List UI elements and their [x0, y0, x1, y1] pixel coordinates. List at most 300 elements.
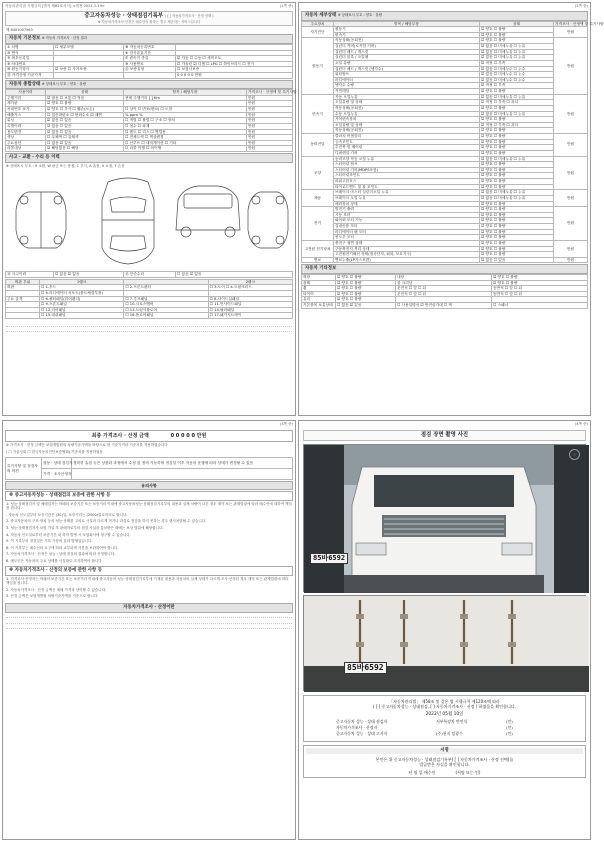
detail-state: ☑ 양호 ☐ 불량	[480, 134, 554, 140]
other-info-row-cell: ☑ 양호 ☐ 불량	[336, 286, 396, 292]
final-price-ref: ( ☐ 기술사회 ☐ 한국자동차진단보증협회) 기준서를 적용하였음	[6, 449, 103, 454]
accident-history-table	[5, 271, 293, 278]
basic-info-row-cell: 0 0 0 0 0 만원	[176, 73, 293, 79]
status-row-cell: 계기판	[6, 101, 46, 107]
column-header: 항목 / 해당부품	[124, 90, 247, 96]
basic-info-row-cell: ⑤ 최초등록일	[6, 56, 54, 62]
detail-group-label: 자기진단	[302, 27, 334, 38]
basic-info-row-cell: ☐ 세무모델	[54, 44, 124, 50]
detail-state: ☑ 양호 ☐ 불량	[480, 162, 554, 168]
detail-state: ☑ 양호 ☐ 불량	[480, 173, 554, 179]
status-row-cell: 용도변경	[6, 129, 46, 135]
detail-state: ☑ 양호 ☐ 불량	[480, 246, 554, 252]
detail-state: ☑ 양호 ☐ 불량	[480, 167, 554, 173]
other-info-row-cell: ☑ 양호 ☐ 불량	[336, 291, 396, 297]
detail-item: 스티어링 펌프	[334, 162, 480, 168]
detail-state: ☑ 적정 ☐ 부족 ☐ 과다	[480, 100, 554, 106]
other-info-row-cell: ☐ 사용설명서 ☑ 안전삼각대 ☐ 잭	[396, 303, 492, 309]
accident-note: ※ 상태표시 부호 : X 교환, W 판금 또는 용접, C 부식, A 흠집, U 요철, T 손상	[6, 163, 125, 168]
basic-info-row-cell: ⑪ 보증유형	[124, 67, 176, 73]
accident-row-cell: ☐ 있음 ☑ 없음	[54, 272, 124, 278]
basic-info-row-cell: ☐ 가솔린 ☑ 디젤 ☐ LPG ☐ 하이브리드 ☐ 전기	[176, 61, 293, 67]
other-info-row-cell: 운전석 ☐ 앞 ☐ 뒤	[396, 291, 492, 297]
detail-price: 만원	[554, 207, 588, 241]
other-info-table	[301, 274, 588, 309]
final-price-note: ※ 가격조사 · 산정 금액은 보험개발원의 차량기준가액을 바탕으로 한 기준가격과 기준서를 적용하였습니다	[6, 443, 168, 448]
special-notes-text: 경미한 흠집 등은 상품화 과정에서 수정 및 정비 가능하며 점검일 이후 자동차 운행에 따라 상태가 변경될 수 있음	[72, 458, 293, 469]
column-header: 상태	[480, 21, 554, 27]
receipt-line-2: 발급받은 사실을 확인합니다.	[419, 761, 470, 767]
detail-state: ☑ 양호 ☐ 불량	[480, 212, 554, 218]
basic-info-row-cell: ① 차명	[6, 44, 54, 50]
parts-row-cell: ☐ 17.패키지트레이	[208, 313, 292, 319]
detail-item: 배력장치 상태	[334, 201, 480, 207]
status-row	[6, 107, 293, 113]
status-row-cell: 만원	[247, 118, 293, 124]
basic-info-row-cell	[124, 73, 176, 79]
detail-price: 만원	[554, 257, 588, 263]
other-info-row-cell: 내장	[396, 274, 492, 280]
detail-item: 오일 유량	[334, 60, 480, 66]
accident-row-cell: ☐ 있음 ☑ 없음	[176, 272, 293, 278]
parts-table	[5, 279, 293, 319]
page-1	[2, 2, 296, 416]
notice-item: 2. 자동차가격조사 · 산정 금액은 매매 가격과 상이할 수 있습니다.	[6, 587, 107, 592]
notice-item: - 자동차 인도일부터 보증기간은 (30)일, 보증거리는 (2000)킬로미터로 합니다.	[6, 512, 128, 517]
detail-state: ☑ 양호 ☐ 불량	[480, 240, 554, 246]
receipt-box	[303, 745, 586, 778]
detail-item: 라디에이터	[334, 77, 480, 83]
inspection-photo-front	[303, 444, 586, 592]
accident-row-cell: ⑭ 사고이력	[6, 272, 54, 278]
status-row-cell: ☑ 해당없음 ☐ 해당	[46, 146, 124, 152]
basic-info-row-cell: ④ 검사유효기간	[124, 50, 176, 56]
detail-item: 동력조향 작동 오일 누유	[334, 156, 480, 162]
car-side-right-icon	[248, 192, 288, 248]
detail-group-label: 동력전달	[302, 134, 334, 157]
status-row-cell: ☐ 선루프 ☐ 내비게이션 ☐ 기타	[124, 140, 247, 146]
other-info-row-cell: 동반석 ☐ 앞 ☐ 뒤	[492, 286, 588, 292]
detail-state: ☑ 양호 ☐ 불량	[480, 252, 554, 258]
status-row-cell: ☐ 렌트 ☐ 리스 ☐ 영업용	[124, 129, 247, 135]
other-info-row-cell: ☑ 양호 ☐ 불량	[336, 280, 396, 286]
signer-seal-mark: (인)	[506, 731, 513, 737]
detail-item: 타이로드엔드 및 볼 조인트	[334, 184, 480, 190]
status-row-cell: ☐ 리콜 이행 ☐ 미이행	[124, 146, 247, 152]
notice-item: 7. 자동차가격조사 · 산정은 성능 · 상태 점검의 결과에 따라 산정합니다.	[6, 552, 116, 557]
other-info-row-cell: 휠	[302, 286, 336, 292]
detail-item: 브레이크 오일 누유	[334, 195, 480, 201]
detail-state: ☑ 양호 ☐ 불량	[480, 218, 554, 224]
receipt-sign: (서명 또는 인)	[455, 769, 481, 775]
status-row-cell: 리콜대상	[6, 146, 46, 152]
basic-info-row-cell: ⑫ 가격산정 기준가격	[6, 73, 54, 79]
detail-item: 실린더 블록 / 오일팬	[334, 55, 480, 61]
status-row-cell: ☐ 상이 ☐ 변조(변타) ☐ 도말	[124, 107, 247, 113]
parts-row-cell: 외판	[6, 285, 40, 291]
notice-item: 6. 이 기록부는 매수인의 요구에 따라 교부되며 사본을 보관하여야 합니다.	[6, 545, 119, 550]
signer-role: 중고자동차 성능 · 상태 고지자	[336, 731, 388, 737]
final-price-label: 최종 가격조사 · 산정 금액	[91, 433, 149, 439]
detail-group-label: 변속기	[302, 94, 334, 133]
car-front-view-icon	[176, 186, 240, 237]
special-notes-table	[5, 457, 293, 480]
detail-state: ☑ 없음 ☐ 미세누유 ☐ 누유	[480, 94, 554, 100]
license-plate-2: 85바6592	[344, 662, 387, 674]
detail-item: 원동기	[334, 27, 480, 33]
final-price-amount: 0 0 0 0 0 만원	[170, 433, 207, 439]
accident-header: 사고 · 교환 · 수리 등 이력	[5, 153, 293, 163]
detail-state: ☑ 양호 ☐ 불량	[480, 139, 554, 145]
detail-row	[302, 257, 588, 263]
validity-header: 유의사항	[5, 481, 293, 490]
page-number: (1쪽 중)	[279, 4, 293, 8]
car-side-left-icon	[16, 192, 66, 248]
basic-info-row-cell: ☑ 자동 ☐ 수동 ☐ 세미오토	[176, 56, 293, 62]
detail-state: ☑ 없음 ☐ 미세누유 ☐ 누유	[480, 111, 554, 117]
signer-role: 중고자동차 성능 · 상태 점검자	[336, 719, 388, 725]
parts-row-cell: ☐ 3.도어 ☐ 4.트렁크리드	[208, 285, 292, 291]
parts-row-cell: ☐ 15.대쉬패널	[40, 313, 124, 319]
detail-group-label: 연료	[302, 257, 334, 263]
notice-item: 2. 중고자동차의 구조·장치 등의 성능·상태를 고의로 사실과 다르게 적거나 과실로 점검을 하지 못하는 경우 형사처벌될 수 있습니다.	[6, 519, 207, 524]
status-row-cell: 주행거리	[6, 95, 46, 101]
basic-info-row-cell: ⑩ 원동기형식	[6, 67, 54, 73]
parts-row-cell: 주요 골격	[6, 296, 40, 302]
detail-state: ☑ 없음 ☐ 미세누유 ☐ 누유	[480, 156, 554, 162]
seal-stamp: 印	[569, 449, 580, 460]
detail-group-label: 제동	[302, 190, 334, 207]
status-row-cell: 만원	[247, 135, 293, 141]
detail-item: 파워고압호스	[334, 179, 480, 185]
status-row-cell: 배출가스	[6, 112, 46, 118]
column-header: 1랭크	[40, 279, 124, 285]
status-row-cell: ☐ 무채색 ☐ 유채색	[46, 135, 124, 141]
other-info-row-cell: 룸 크리닝	[396, 280, 492, 286]
parts-row-cell: ☐ 13.트렁크플로어	[124, 307, 208, 313]
detail-state: ☑ 없음 ☐ 미세누유 ☐ 누유	[480, 55, 554, 61]
signer-role: 자동차가격조사 · 산정자	[336, 725, 378, 731]
status-row-cell: ☑ 없음 ☐ 있음	[46, 129, 124, 135]
detail-status-header: 자동차 세부상태 ※ 상태표시 부호 : 양호 · 불량	[301, 11, 588, 21]
other-info-row-cell: ☑ 양호 ☐ 불량	[336, 274, 396, 280]
detail-item: 기어변속장치	[334, 117, 480, 123]
detail-price: 만원	[554, 38, 588, 94]
parts-row-cell: ☐ 11.인사이드패널	[208, 302, 292, 308]
detail-state: ☑ 없음 ☐ 미세누유 ☐ 누유	[480, 190, 554, 196]
detail-item: 오일유량 및 상태	[334, 100, 480, 106]
title-subtitle: ※ 자동차가격조사·산정은 매수인이 원하는 경우 제공하는 서비스입니다	[97, 19, 201, 24]
column-header: 사용이력	[6, 90, 46, 96]
detail-item: 고전원전기배선 상태(접속단자, 피복, 보호기구)	[334, 252, 480, 258]
status-row	[6, 129, 293, 135]
detail-state: ☑ 양호 ☐ 불량	[480, 207, 554, 213]
other-info-row-cell: 동반석 ☐ 앞 ☐ 뒤	[492, 291, 588, 297]
detail-item: 수동 오일누유	[334, 111, 480, 117]
detail-item: 발전기 출력	[334, 207, 480, 213]
detail-item: 오일유량 및 상태	[334, 122, 480, 128]
detail-item: 등속조인트	[334, 139, 480, 145]
basic-info-table	[5, 44, 293, 79]
other-info-header: 자동차 기타정보	[301, 264, 588, 274]
other-info-row-cell: 유리	[302, 297, 336, 303]
basic-info-row-cell: ☐ 보험사보증	[176, 67, 293, 73]
page-number: (3쪽 중)	[279, 422, 293, 426]
detail-state: ☑ 양호 ☐ 불량	[480, 224, 554, 230]
notice-item: 1. 성능·상태점검자 및 매매업자는 아래의 보증기간 또는 보증거리 이내에 중고자동차성능·상태점검기록부의 내용과 실제 차량이 다른 경우 계약 또는 관계법령에 따라 매수인에 대하여 책임을 집니다.	[6, 501, 292, 511]
page-4	[298, 420, 591, 840]
notice-header: ※ 중고자동차성능 · 상태점검의 보증에 관한 사항 등	[5, 491, 293, 501]
detail-item: 스티어링조인트	[334, 173, 480, 179]
detail-state: ☑ 양호 ☐ 불량	[480, 201, 554, 207]
other-info-row-cell: ☑ 양호 ☐ 불량	[492, 274, 588, 280]
status-row-cell: 특별이력	[6, 123, 46, 129]
detail-item: 실린더 커버(로커암 커버)	[334, 44, 480, 50]
detail-item: 윈도우 모터	[334, 235, 480, 241]
other-info-row-cell: ☑ 양호 ☐ 불량	[492, 280, 588, 286]
detail-price: 만원	[554, 190, 588, 207]
status-row	[6, 118, 293, 124]
detail-state: ☑ 양호 ☐ 불량	[480, 235, 554, 241]
status-row-cell: ☐ 전체도색 ☐ 색상변경	[124, 135, 247, 141]
parts-row-cell: ☐ 1.후드	[40, 285, 124, 291]
detail-group-label: 조향	[302, 156, 334, 190]
detail-item: 커먼레일	[334, 89, 480, 95]
detail-item: 구동축전지 격리 상태	[334, 246, 480, 252]
other-info-row-cell: 외장	[302, 274, 336, 280]
other-info-row-cell: ☐ 스패너	[492, 303, 588, 309]
notice-item: 8. 매도인은 자동차의 주요 상태를 사실대로 고지하여야 합니다.	[6, 558, 103, 563]
detail-state: ☑ 없음 ☐ 미세누유 ☐ 누유	[480, 49, 554, 55]
detail-state: ☑ 적정 ☐ 부족 ☐ 과다	[480, 122, 554, 128]
basic-info-row-cell: ⑨ 사용연료	[124, 61, 176, 67]
parts-row-cell: ☐ 8.사이드실패널	[208, 296, 292, 302]
overall-status-header: 자동차 종합상태 ※ 상태표시 부호 : 양호 · 불량	[5, 80, 293, 90]
detail-price: 만원	[554, 156, 588, 190]
detail-state: ☑ 양호 ☐ 불량	[480, 150, 554, 156]
parts-row-cell: ☐ 14.필러패널	[208, 307, 292, 313]
final-price-box	[5, 430, 293, 442]
detail-state: ☑ 없음 ☐ 미세누수 ☐ 누수	[480, 66, 554, 72]
status-row-cell: ☑ 많음 ☐ 보통 ☐ 적음	[46, 95, 124, 101]
basic-info-header: 자동차 기본정보 ※ 자동차 가격조사 · 산정 결과	[5, 34, 293, 44]
title-options: ( [ ] 자동차가격조사 · 산정 선택 )	[165, 14, 214, 18]
inspector-label: 성능 · 상태 점검자	[42, 458, 72, 469]
detail-item: 냉각수 수량	[334, 83, 480, 89]
status-row-cell: 만원	[247, 123, 293, 129]
parts-row-cell: ☐ 12.리어패널	[40, 307, 124, 313]
detail-item: 스티어링 기어(MDPS포함)	[334, 167, 480, 173]
column-header: 2랭크	[208, 279, 292, 285]
parts-row	[6, 285, 293, 291]
column-header: 항목 / 해당부품	[334, 21, 480, 27]
parts-row-cell: ☐ 6.쿼터패널(리어펜더)	[40, 296, 124, 302]
notice2-header: ※ 자동차가격조사 · 산정의 보증에 관한 사항 등	[5, 566, 293, 576]
status-row-cell: 만원	[247, 101, 293, 107]
form-top-label: 자동차관리법 시행규칙 [별지 제82호서식] <개정 2021.1.19>	[5, 4, 105, 8]
detail-item: 실린더 헤드 / 개스킷 (냉각수)	[334, 66, 480, 72]
status-row-cell: 색상	[6, 135, 46, 141]
detail-state: ☑ 양호 ☐ 불량	[480, 32, 554, 38]
basic-info-row-cell	[54, 73, 124, 79]
detail-state: ☑ 적정 ☐ 부족	[480, 83, 554, 89]
detail-state: ☑ 양호 ☐ 불량	[480, 27, 554, 33]
detail-state: ☑ 양호 ☐ 불량	[480, 89, 554, 95]
detail-item: 실내송풍 모터	[334, 224, 480, 230]
detail-item: 충전구 절연 상태	[334, 240, 480, 246]
statement-line-2: ( [ ] 중고자동차성능 · 상태점검, [ ] 자동차가격조사 · 산정 ) 하였음을 확인합니다.	[372, 703, 517, 709]
detail-item: 라디에이터 팬 모터	[334, 229, 480, 235]
column-header: 가격조사 · 산정액 및 특기사항	[248, 90, 297, 95]
detail-state: ☑ 양호 ☐ 불량	[480, 38, 554, 44]
basic-info-row	[6, 73, 293, 79]
parts-row-cell: ☐ 9.프론트패널	[40, 302, 124, 308]
detail-state: ☑ 양호 ☐ 불량	[480, 105, 554, 111]
signer-list	[308, 720, 581, 738]
accident-row-cell: ⑮ 단순수리	[124, 272, 176, 278]
detail-item: 작동상태(공회전)	[334, 38, 480, 44]
statement-line-1: 「자동차관리법」 제58조 및 같은 법 시행규칙 제120조에 따라	[389, 698, 500, 704]
detail-state: ☑ 양호 ☐ 불량	[480, 128, 554, 134]
detail-item: 와이퍼 모터 기능	[334, 218, 480, 224]
status-row-cell: ☐ 침수 ☐ 화재	[124, 123, 247, 129]
detail-item: 클러치 어셈블리	[334, 134, 480, 140]
status-row-cell: 만원	[247, 107, 293, 113]
car-damage-diagram	[8, 170, 292, 270]
title-text: 중고자동차성능 · 상태점검기록부	[84, 13, 164, 19]
detail-item: 작동상태(공회전)	[334, 128, 480, 134]
detail-item: 추진축 및 베어링	[334, 145, 480, 151]
other-info-row-cell: 타이어	[302, 291, 336, 297]
status-row	[6, 135, 293, 141]
parts-row	[6, 313, 293, 319]
detail-price: 만원	[554, 134, 588, 157]
detail-group-label: 원동기	[302, 38, 334, 94]
status-row-cell: ☑ 양호 ☐ 부식 ☐ 훼손(오손)	[46, 107, 124, 113]
page-number: (4쪽 중)	[574, 422, 588, 426]
other-info-row-cell: 기본품목 보유상태	[302, 303, 336, 309]
basic-info-row-cell: ☑ 보증 ☐ 자가보증	[54, 67, 124, 73]
overall-status-table	[5, 89, 297, 152]
parts-row-cell: ☐ 10.크로스멤버	[124, 302, 208, 308]
status-row-cell: ☐ 적법 ☐ 불법 ☐ 구조 ☐ 장치	[124, 118, 247, 124]
car-top-view-icon	[102, 178, 154, 264]
signer-row	[308, 732, 581, 738]
detail-item: 자동 오일누유	[334, 94, 480, 100]
status-row-cell: 현재 주행거리 [ ] Km	[124, 95, 247, 101]
detail-price: 만원	[554, 94, 588, 133]
other-info-row-cell: ☐ 없음 ☑ 있음	[336, 303, 396, 309]
detail-status-table	[301, 21, 604, 264]
notice-item: 3. 산정 금액은 보험개발원 차량기준가액을 기준으로 합니다.	[6, 594, 99, 599]
detail-item: 디퍼렌셜 기어	[334, 150, 480, 156]
special-notes-label: 특기사항 및 점검자의 의견	[6, 458, 42, 480]
status-row-cell: 튜닝	[6, 118, 46, 124]
parts-row-cell: ☐ 2.프론트펜더	[124, 285, 208, 291]
status-row-cell: ☐ 없음 ☑ 있음	[46, 140, 124, 146]
signer-header: 자동차가격조사 · 산정이란	[5, 603, 293, 613]
detail-item: 실린더 헤드 / 개스킷	[334, 49, 480, 55]
detail-state: ☑ 양호 ☐ 불량	[480, 179, 554, 185]
form-title	[5, 11, 293, 26]
notice-item: 5. 이 기록부의 점검일은 기록 사항의 효력 발생일입니다.	[6, 539, 93, 544]
detail-state: ☑ 양호 ☐ 불량	[480, 184, 554, 190]
status-row-cell: 만원	[247, 140, 293, 146]
status-row-cell: ☑ 없음 ☐ 있음	[46, 118, 124, 124]
parts-row-cell: ☐ 16.플로어패널	[124, 313, 208, 319]
detail-state: ☑ 없음 ☐ 미세누수 ☐ 누수	[480, 77, 554, 83]
notice-item: 1. 가격조사·산정자는 아래의 보증기간 또는 보증거리 이내에 중고자동차 성능·상태점검기록부에 기재된 내용과 자동차의 실제 상태가 다르게 조사·산정된 경우 계약 또는 관계법령에 따라 책임을 집니다.	[6, 576, 289, 586]
page-2	[298, 2, 604, 416]
other-info-row	[302, 303, 588, 309]
status-row-cell: ☐ 일산화탄소 ☐ 탄화수소 ☑ 매연	[46, 112, 124, 118]
receipt-date: 년 월 일 매수인	[408, 769, 436, 775]
detail-group-label: 고전원 전기장치	[302, 240, 334, 257]
page-3	[2, 420, 296, 840]
parts-row-cell: ☐ 7.루프패널	[124, 296, 208, 302]
detail-state: ☑ 없음 ☐ 미세누수 ☐ 누수	[480, 72, 554, 78]
signer-seal-mark: (인)	[506, 719, 513, 725]
license-plate-1: 85바6592	[310, 553, 348, 564]
signer-name: 서부특장차 반인석	[436, 719, 468, 725]
notice-list	[3, 501, 295, 564]
status-row-cell: 만원	[247, 146, 293, 152]
detail-state: ☑ 양호 ☐ 불량	[480, 117, 554, 123]
other-info-row-cell: 광택	[302, 280, 336, 286]
detail-item: 워터펌프	[334, 72, 480, 78]
detail-item: 연료누출(LP가스포함)	[334, 257, 480, 263]
detail-item: 브레이크 마스터 실린더오일 누유	[334, 190, 480, 196]
status-row-cell: 주요옵션	[6, 140, 46, 146]
receipt-label: 서명	[306, 748, 583, 754]
inspection-photo-rear	[303, 595, 586, 691]
accident-row	[6, 272, 293, 278]
receipt-line-1: 본인은 위 중고자동차성능 · 상태점검기록부( [ ] 자동차가격조사 · 산정 선택)를	[375, 756, 514, 762]
detail-state: ☑ 적정 ☐ 부족	[480, 60, 554, 66]
signer-seal-mark: (인)	[506, 725, 513, 731]
price-notes-lines	[3, 321, 295, 332]
signer-lines	[3, 613, 295, 630]
detail-state: ☑ 없음 ☐ 미세누유 ☐ 누유	[480, 44, 554, 50]
other-info-row-cell: ☑ 양호 ☐ 불량	[336, 297, 396, 303]
basic-info-row-cell: ③ 연식	[6, 50, 54, 56]
status-row	[6, 123, 293, 129]
detail-state: ☑ 양호 ☐ 불량	[480, 229, 554, 235]
status-row-cell: % ppm %	[124, 112, 247, 118]
detail-item: 변속기	[334, 32, 480, 38]
parts-row-cell: ☐ 5.라디에이터 서포트(볼트체결부품)	[40, 290, 124, 296]
other-info-row-cell: 운전석 ☐ 앞 ☐ 뒤	[396, 286, 492, 292]
page-number: (2쪽 중)	[574, 4, 588, 8]
basic-info-row-cell: ⑥ 차대번호	[6, 61, 54, 67]
detail-state: ☑ 없음 ☐ 있음	[480, 257, 554, 263]
column-header: 주요장치	[302, 21, 334, 27]
status-row	[6, 146, 293, 152]
notice2-list	[3, 576, 295, 600]
status-row-cell: ☑ 없음 ☐ 있음	[46, 123, 124, 129]
detail-price: 만원	[554, 240, 588, 257]
status-row-cell: 만원	[247, 129, 293, 135]
basic-info-row-cell: ⑦ 변속기 종류	[124, 56, 176, 62]
column-header: 외판 부위	[6, 279, 40, 285]
detail-state: ☑ 없음 ☐ 미세누유 ☐ 누유	[480, 195, 554, 201]
column-header: 가격조사 · 산정액 및 특기사항	[555, 21, 604, 26]
detail-price: 만원	[554, 27, 588, 38]
detail-group-label: 전기	[302, 207, 334, 241]
photo-header: 점검 장면 촬영 사진	[303, 430, 586, 441]
detail-item: 작동상태(공회전)	[334, 105, 480, 111]
notice-item: 3. 성능·상태점검자가 보험 가입 후 판매자로부터 점검 사실을 통보받은 때에는 보상 범위에 해당합니다.	[6, 526, 164, 531]
